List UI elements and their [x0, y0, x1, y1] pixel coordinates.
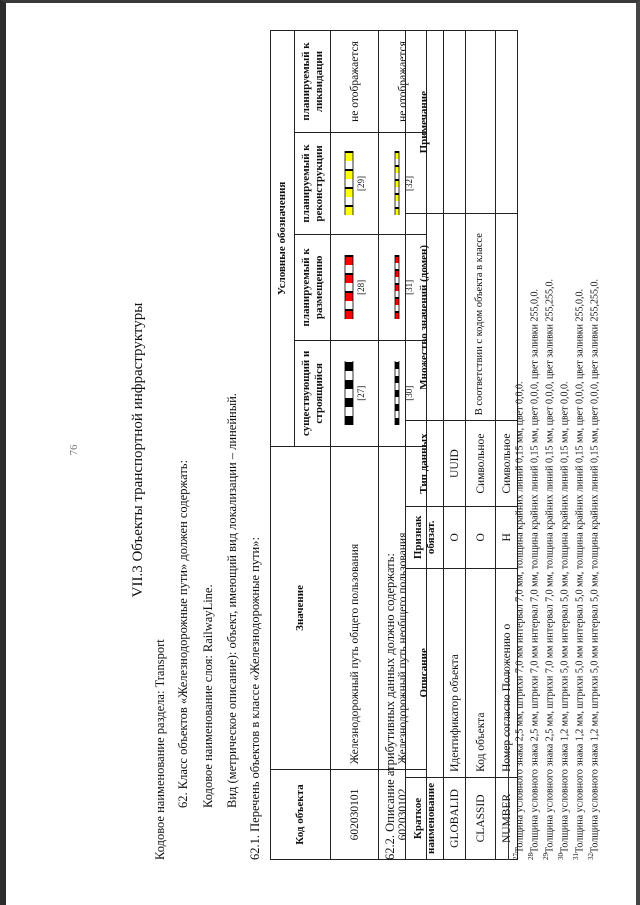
attr-note: [444, 31, 466, 214]
footnote-divider: [508, 670, 509, 860]
footnote-text: Толщина условного знака 1,2 мм, штрихи 5,0 мм интервал 5,0 мм, толщина крайних линий 0,15 мм, цвет 0,0,0, цвет заливки 255,255,0.: [589, 278, 601, 853]
geometry-paragraph: Вид (метрическое описание): объект, имеющий вид локализации – линейный.: [225, 393, 239, 808]
footnote-number: 29: [542, 853, 550, 860]
attr-short-name: CLASSID: [466, 777, 496, 859]
footnote: [557, 382, 570, 860]
footnote: [572, 289, 585, 860]
attr-short-name: GLOBALID: [444, 777, 466, 859]
attr-description: Номер согласно Положению о: [496, 568, 518, 777]
attr-short-name: NUMBER: [496, 777, 518, 859]
rail-symbol-planned-place: [391, 255, 403, 319]
header-note: Примечание: [406, 31, 444, 214]
footnote: [542, 279, 555, 860]
liquidation-value: не отображается: [379, 31, 427, 133]
page-number: 76: [68, 444, 80, 456]
attr-domain: В соответствии с кодом объекта в классе: [466, 214, 496, 421]
object-code: 602030101: [331, 770, 379, 860]
attr-description: Код объекта: [466, 568, 496, 777]
attr-note: [496, 31, 518, 214]
footnote: [512, 382, 525, 860]
section-title: VII.3 Объекты транспортной инфраструктуры: [130, 302, 146, 598]
code-section-paragraph: Кодовое наименование раздела: Transport: [153, 639, 167, 860]
footnote-ref: [27]: [356, 385, 366, 401]
footnote-text: Толщина условного знака 2,5 мм, штрихи 7,0 мм интервал 7,0 мм, толщина крайних линий 0,15 мм, цвет 0,0,0.: [514, 381, 526, 853]
liquidation-value: не отображается: [331, 31, 379, 133]
footnote-ref: [32]: [404, 175, 414, 191]
header-description: Описание: [406, 568, 444, 777]
rail-symbol-existing: [391, 361, 403, 425]
attr-required: Н: [496, 506, 518, 568]
footnote-ref: [28]: [356, 279, 366, 295]
header-domain: Множество значений (домен): [406, 214, 444, 421]
footnote-ref: [30]: [404, 385, 414, 401]
table-row: [466, 31, 496, 860]
attr-data-type: Символьное: [466, 421, 496, 507]
table-row: [331, 31, 379, 860]
document-page: [20, 10, 630, 890]
class-intro-paragraph: 62. Класс объектов «Железнодорожные пути» должен содержать:: [176, 460, 190, 808]
object-code: 602030102: [379, 770, 427, 860]
attr-data-type: UUID: [444, 421, 466, 507]
footnote-text: Толщина условного знака 2,5 мм, штрихи 7,0 мм интервал 7,0 мм, толщина крайних линий 0,15 мм, цвет 0,0,0, цвет заливки 255,0,0.: [529, 288, 541, 853]
attr-description: Идентификатор объекта: [444, 568, 466, 777]
header-planned-liq: планируемый к ликвидации: [295, 31, 331, 133]
header-data-type: Тип данных: [406, 421, 444, 507]
footnote: [527, 289, 540, 860]
layer-code-paragraph: Кодовое наименование слоя: RailwayLine.: [201, 584, 215, 808]
header-planned-recon: планируемый к реконструкции: [295, 132, 331, 234]
header-required: Признак обязат.: [406, 506, 444, 568]
footnote-text: Толщина условного знака 1,2 мм, штрихи 5,0 мм интервал 5,0 мм, толщина крайних линий 0,15 мм, цвет 0,0,0, цвет заливки 255,0,0.: [574, 288, 586, 853]
attributes-table: [405, 30, 518, 860]
header-planned-place: планируемый к размещению: [295, 234, 331, 340]
attr-required: О: [466, 506, 496, 568]
table-row: [444, 31, 466, 860]
header-symbols: Условные обозначения: [271, 31, 295, 447]
rail-symbol-planned-place: [343, 255, 355, 319]
header-code: Код объекта: [271, 770, 331, 860]
footnote-number: 31: [572, 853, 580, 860]
objects-table: [270, 30, 427, 860]
rail-symbol-existing: [343, 361, 355, 425]
footnote: [587, 279, 600, 860]
footnote-number: 28: [527, 853, 535, 860]
footnote-text: Толщина условного знака 1,2 мм, штрихи 5,0 мм интервал 5,0 мм, толщина крайних линий 0,15 мм, цвет 0,0,0.: [559, 381, 571, 853]
attr-note: [466, 31, 496, 214]
attr-domain: [444, 214, 466, 421]
attr-required: О: [444, 506, 466, 568]
rail-symbol-planned-recon: [391, 151, 403, 215]
header-existing: существующий и строящийся: [295, 340, 331, 446]
footnote-ref: [29]: [356, 175, 366, 191]
footnote-ref: [31]: [404, 279, 414, 295]
header-value: Значение: [271, 446, 331, 769]
list-heading: 62.1. Перечень объектов в классе «Железнодорожные пути»:: [248, 537, 262, 860]
header-short-name: Краткое наименование: [406, 777, 444, 859]
footnote-number: 32: [587, 853, 595, 860]
object-value: Железнодорожный путь общего пользования: [331, 446, 379, 769]
attr-heading: 62.2. Описание атрибутивных данных должно содержать:: [383, 553, 397, 860]
footnote-text: Толщина условного знака 2,5 мм, штрихи 7,0 мм интервал 7,0 мм, толщина крайних линий 0,15 мм, цвет 0,0,0, цвет заливки 255,255,0.: [544, 278, 556, 853]
object-value: Железнодорожный путь необщего пользования: [379, 446, 427, 769]
rail-symbol-planned-recon: [343, 151, 355, 215]
footnote-number: 30: [557, 853, 565, 860]
footnote-number: 27: [512, 853, 520, 860]
attr-data-type: Символьное: [496, 421, 518, 507]
